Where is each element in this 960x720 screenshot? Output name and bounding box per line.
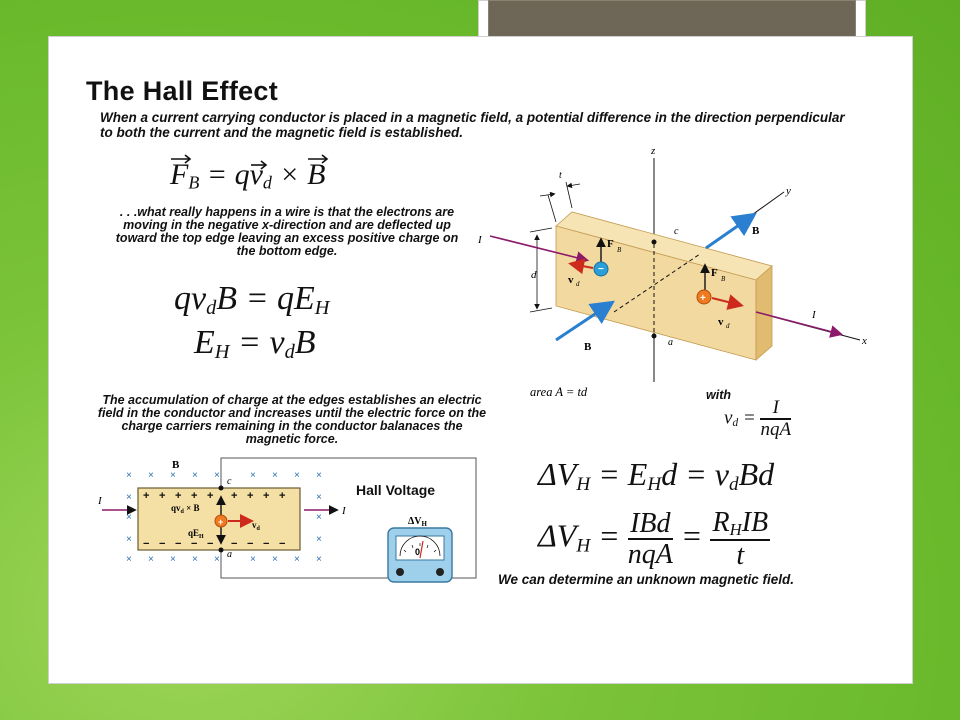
label-c-2d: c [227, 476, 232, 487]
field-x-mark: × [126, 534, 132, 545]
equation-drift-velocity: $v_d$ = $\frac{I}{\text{nqA}}$ [724, 397, 792, 440]
positive-sign: + [700, 293, 706, 304]
field-x-mark: × [294, 554, 300, 565]
label-c: c [674, 226, 679, 237]
svg-text:+: + [247, 490, 254, 502]
conclusion-text: We can determine an unknown magnetic field. [498, 572, 795, 587]
label-vd-2d: $v_d$ [252, 520, 260, 532]
label-fb-left: F [607, 238, 614, 250]
svg-text:−: − [279, 538, 286, 550]
voltmeter-terminal-right [436, 568, 444, 576]
field-x-mark: × [272, 470, 278, 481]
field-x-mark: × [148, 554, 154, 565]
svg-text:−: − [263, 538, 270, 550]
label-d: d [531, 269, 537, 281]
label-vd-left: v [568, 274, 574, 286]
field-x-mark: × [316, 470, 322, 481]
svg-text:+: + [279, 490, 286, 502]
field-x-mark: × [170, 470, 176, 481]
field-x-mark: × [126, 492, 132, 503]
field-x-mark: × [250, 554, 256, 565]
equation-hall-field: $E_H = v_dB$ [194, 324, 316, 364]
electron-sign: − [598, 264, 604, 275]
point-c-2d [219, 486, 224, 491]
label-qvdb: $qv_d \times B$ [171, 503, 200, 515]
equation-force: F $_B$ = qv $_d$ × B [170, 158, 325, 194]
label-t: t [559, 170, 562, 181]
svg-text:+: + [231, 490, 238, 502]
label-a: a [668, 337, 673, 348]
svg-text:+: + [207, 490, 214, 502]
intro-text: When a current carrying conductor is placed in a magnetic field, a potential difference in the direction perpendicular to both the current and the magnetic field is established. [100, 110, 845, 140]
field-x-mark: × [126, 470, 132, 481]
svg-text:−: − [247, 538, 254, 550]
svg-text:+: + [175, 490, 182, 502]
svg-text:−: − [231, 538, 238, 550]
label-current-right: I [812, 309, 816, 321]
label-fb-left-sub: B [617, 246, 622, 254]
field-x-mark: × [126, 512, 132, 523]
voltmeter-label: $\Delta V_H$ [408, 516, 427, 528]
label-i-right-2d: I [342, 505, 346, 517]
field-x-mark: × [170, 554, 176, 565]
field-x-mark: × [192, 470, 198, 481]
label-b-top: B [752, 225, 760, 237]
x-axis-label: x [862, 335, 867, 347]
field-x-mark: × [316, 512, 322, 523]
svg-text:+: + [191, 490, 198, 502]
svg-text:+: + [218, 517, 224, 527]
label-fb-right-sub: B [721, 275, 726, 283]
svg-text:−: − [207, 538, 214, 550]
field-x-mark: × [214, 554, 220, 565]
field-x-mark: × [214, 470, 220, 481]
y-axis-label: y [786, 185, 791, 197]
point-a-2d [219, 548, 224, 553]
label-b-2d: B [172, 459, 180, 471]
field-x-mark: × [316, 534, 322, 545]
svg-text:+: + [263, 490, 270, 502]
equation-hall-voltage-2: $\Delta V_H$ = $\frac{\text{IBd}}{\text{nqA}}$ = $\frac{R_HIB}{t}$ [538, 507, 769, 571]
equation-hall-voltage-1: $\Delta V_H = E_Hd = v_dBd$ [538, 456, 775, 495]
svg-text:−: − [143, 538, 150, 550]
area-label: area A = td [530, 385, 588, 399]
field-x-mark: × [126, 554, 132, 565]
field-x-mark: × [250, 470, 256, 481]
label-current-left: I [478, 234, 482, 246]
slide-title: The Hall Effect [86, 76, 279, 106]
field-x-mark: × [148, 470, 154, 481]
svg-text:−: − [159, 538, 166, 550]
wire-bottom [221, 550, 398, 578]
with-label: with [706, 388, 731, 402]
voltmeter-terminal-left [396, 568, 404, 576]
label-i-left-2d: I [98, 495, 102, 507]
svg-text:−: − [191, 538, 198, 550]
equation-force-balance: $qv_dB = qE_H$ [174, 280, 330, 320]
label-a-2d: a [227, 549, 232, 560]
field-x-mark: × [294, 470, 300, 481]
label-vd-right: v [718, 316, 724, 328]
field-x-mark: × [316, 492, 322, 503]
hall-voltage-label: Hall Voltage [356, 482, 436, 498]
label-vd-right-sub: d [726, 322, 730, 330]
voltmeter-zero: 0 [415, 547, 421, 557]
wire-note-text: . . .what really happens in a wire is that the electrons are moving in the negative x-direction and are deflected up toward the top edge leaving an excess positive charge on the bottom edge. [115, 205, 459, 258]
accumulation-note-text: The accumulation of charge at the edges establishes an electric field in the conductor and increases until the electric force on the charge carriers remaining in the conductor balanaces the magnetic force. [97, 393, 487, 446]
z-axis-label: z [651, 145, 656, 157]
label-vd-left-sub: d [576, 280, 580, 288]
field-x-mark: × [272, 554, 278, 565]
label-fb-right: F [711, 267, 718, 279]
svg-text:+: + [159, 490, 166, 502]
label-qeh: $qE_H$ [188, 528, 204, 540]
svg-text:−: − [175, 538, 182, 550]
field-x-mark: × [316, 554, 322, 565]
svg-text:+: + [143, 490, 150, 502]
label-b-bottom: B [584, 341, 592, 353]
field-x-mark: × [192, 554, 198, 565]
